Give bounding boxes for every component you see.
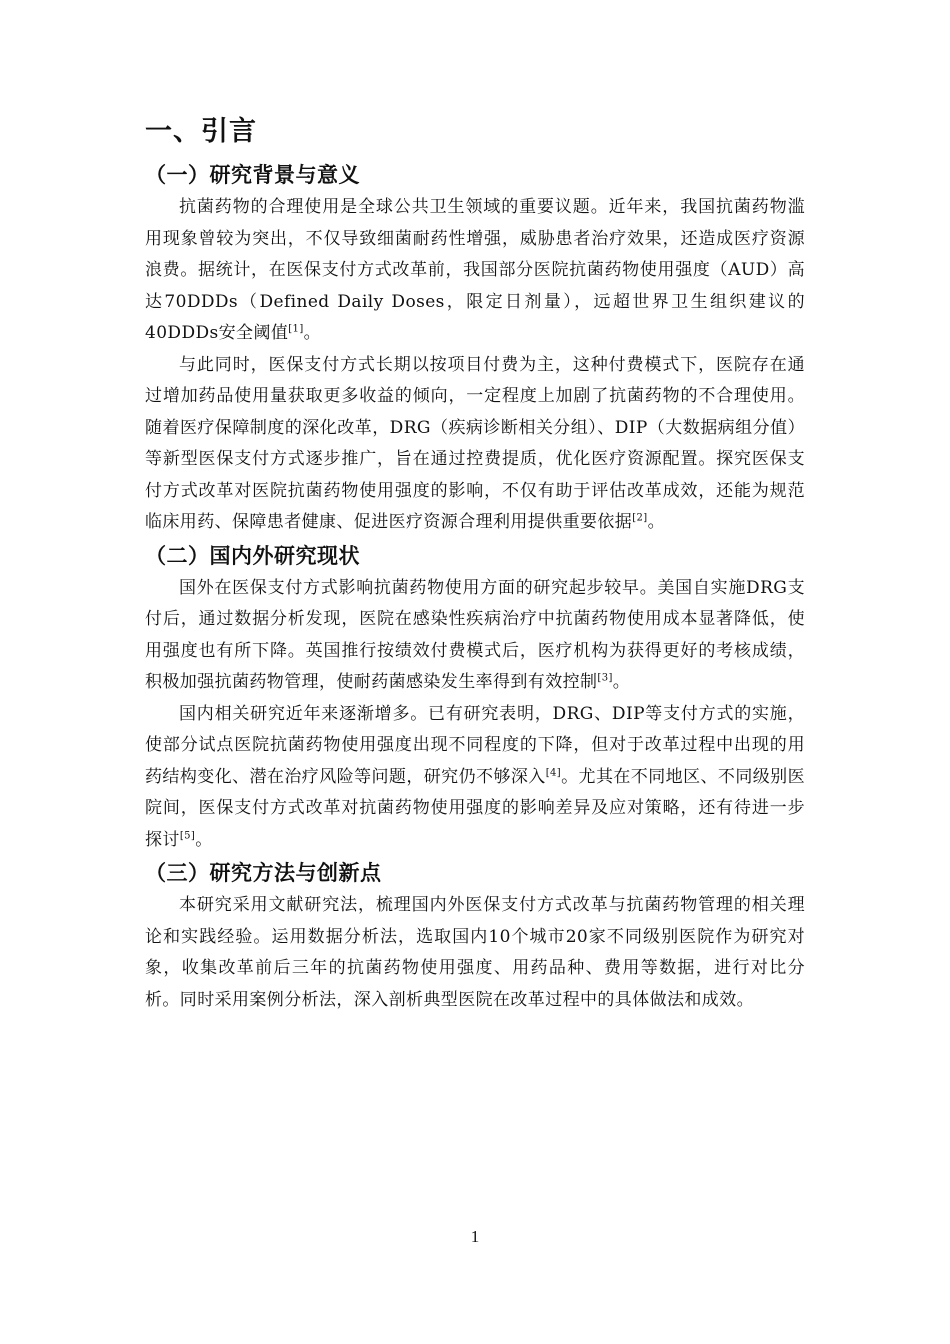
paragraph (145, 890, 805, 1016)
paragraph (145, 573, 805, 699)
paragraph (145, 192, 805, 350)
section-background (145, 158, 805, 539)
citation-ref: [5] (179, 829, 196, 841)
section-heading: （二）国内外研究现状 (145, 543, 360, 568)
citation-ref: [1] (288, 323, 304, 335)
paragraph-text: 国外在医保支付方式影响抗菌药物使用方面的研究起步较早。美国自实施DRG支付后，通过数据分析发现，医院在感染性疾病治疗中抗菌药物使用成本显著降低，使用强度也有所下降。英国推行按绩效付费模式后，医疗机构为获得更好的考核成绩，积极加强抗菌药物管理，使耐药菌感染发生率得到有效控制 (145, 577, 805, 692)
citation-ref: [4] (545, 766, 562, 778)
chapter-title: 一、引言 (145, 116, 257, 147)
citation-ref: [3] (597, 672, 613, 684)
paragraph (145, 699, 805, 857)
section-research-status (145, 539, 805, 857)
section-heading: （三）研究方法与创新点 (145, 861, 382, 885)
paragraph-tail: 。 (612, 672, 631, 692)
paragraph-tail: 。 (303, 323, 322, 343)
paragraph-text-continued: 。尤其在不同地区、不同级别医院间，医保支付方式改革对抗菌药物使用强度的影响差异及应对策略，还有待进一步探讨 (145, 766, 806, 850)
paragraph-text: 与此同时，医保支付方式长期以按项目付费为主，这种付费模式下，医院存在通过增加药品使用量获取更多收益的倾向，一定程度上加剧了抗菌药物的不合理使用。随着医疗保障制度的深化改革，DRG（疾病诊断相关分组）、DIP（大数据病组分值）等新型医保支付方式逐步推广，旨在通过控费提质，优化医疗资源配置。探究医保支付方式改革对医院抗菌药物使用强度的影响，不仅有助于评估改革成效，还能为规范临床用药、保障患者健康、促进医疗资源合理利用提供重要依据 (145, 354, 805, 532)
paragraph (145, 350, 805, 539)
paragraph-text: 国内相关研究近年来逐渐增多。已有研究表明，DRG、DIP等支付方式的实施，使部分试点医院抗菌药物使用强度出现不同程度的下降，但对于改革过程中出现的用药结构变化、潜在治疗风险等问题，研究仍不够深入 (145, 703, 805, 787)
section-methods (145, 856, 805, 1016)
paragraph-tail: 。 (195, 829, 213, 850)
paragraph-tail: 。 (647, 512, 665, 532)
paragraph-text: 本研究采用文献研究法，梳理国内外医保支付方式改革与抗菌药物管理的相关理论和实践经验。运用数据分析法，选取国内10个城市20家不同级别医院作为研究对象，收集改革前后三年的抗菌药物使用强度、用药品种、费用等数据，进行对比分析。同时采用案例分析法，深入剖析典型医院在改革过程中的具体做法和成效。 (145, 895, 805, 1010)
citation-ref: [2] (632, 512, 648, 524)
section-heading: （一）研究背景与意义 (145, 163, 360, 187)
document-body (145, 112, 805, 1016)
paragraph-text: 抗菌药物的合理使用是全球公共卫生领域的重要议题。近年来，我国抗菌药物滥用现象曾较为突出，不仅导致细菌耐药性增强，威胁患者治疗效果，还造成医疗资源浪费。据统计，在医保支付方式改革前，我国部分医院抗菌药物使用强度（AUD）高达70DDDs（Defined Daily Doses，限定日剂量），远超世界卫生组织建议的40DDDs安全阈值 (145, 197, 805, 343)
page-number: 1 (470, 1227, 480, 1246)
